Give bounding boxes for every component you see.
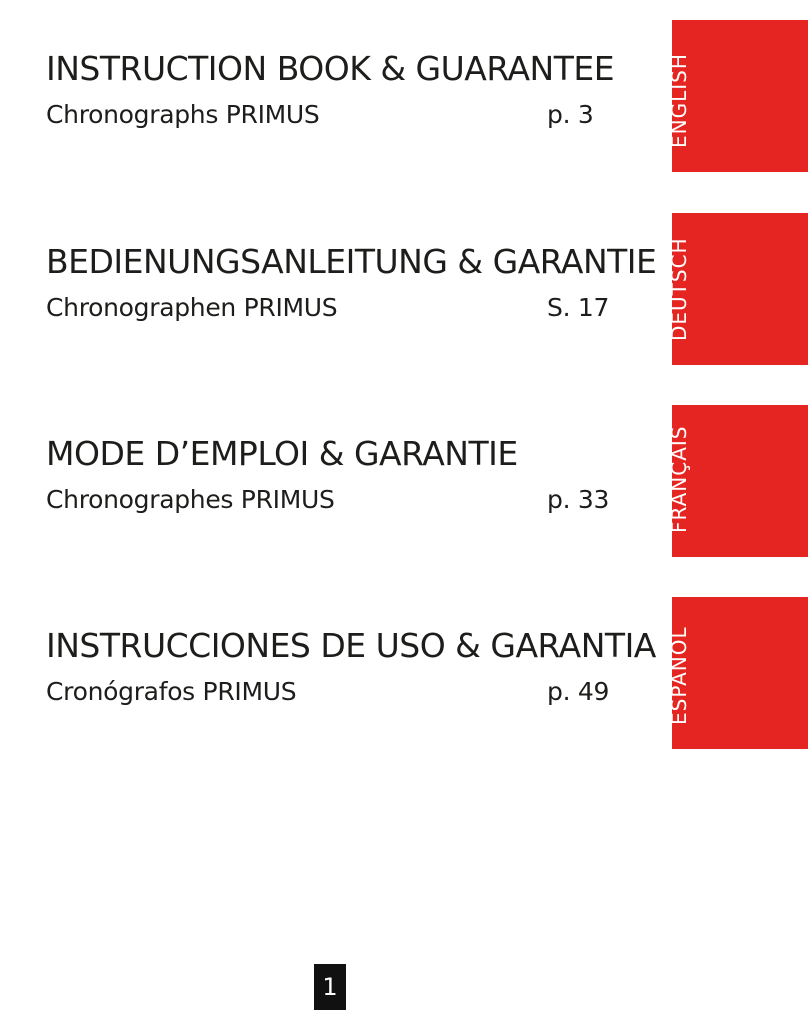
- section-subtitle-english: Chronographs PRIMUS: [46, 100, 320, 129]
- section-subline-espanol: [46, 676, 666, 708]
- language-tab-label-francais: FRANÇAIS: [667, 425, 691, 533]
- section-heading-francais: MODE D’EMPLOI & GARANTIE: [46, 434, 518, 473]
- section-heading-english: INSTRUCTION BOOK & GUARANTEE: [46, 49, 615, 88]
- section-subline-francais: [46, 484, 666, 516]
- page-reference-francais[interactable]: p. 33: [547, 485, 610, 514]
- language-tab-espanol[interactable]: [667, 597, 808, 749]
- language-tab-francais[interactable]: [667, 405, 808, 557]
- page-reference-deutsch[interactable]: S. 17: [547, 293, 610, 322]
- section-heading-deutsch: BEDIENUNGSANLEITUNG & GARANTIE: [46, 242, 657, 281]
- language-tab-label-espanol: ESPAÑOL: [667, 626, 691, 725]
- language-tab-label-deutsch: DEUTSCH: [667, 237, 691, 341]
- section-heading-espanol: INSTRUCCIONES DE USO & GARANTIA: [46, 626, 656, 665]
- section-english: [46, 49, 666, 131]
- page-number: 1: [314, 964, 346, 1010]
- section-subtitle-deutsch: Chronographen PRIMUS: [46, 293, 338, 322]
- section-subline-english: [46, 99, 666, 131]
- section-espanol: [46, 626, 666, 708]
- page-reference-english[interactable]: p. 3: [547, 100, 594, 129]
- page-reference-espanol[interactable]: p. 49: [547, 677, 610, 706]
- language-tab-english[interactable]: [667, 20, 808, 172]
- section-francais: [46, 434, 666, 516]
- language-tab-deutsch[interactable]: [667, 213, 808, 365]
- language-tab-label-english: ENGLISH: [667, 53, 691, 148]
- section-subline-deutsch: [46, 292, 666, 324]
- section-deutsch: [46, 242, 666, 324]
- section-subtitle-francais: Chronographes PRIMUS: [46, 485, 335, 514]
- section-subtitle-espanol: Cronógrafos PRIMUS: [46, 677, 297, 706]
